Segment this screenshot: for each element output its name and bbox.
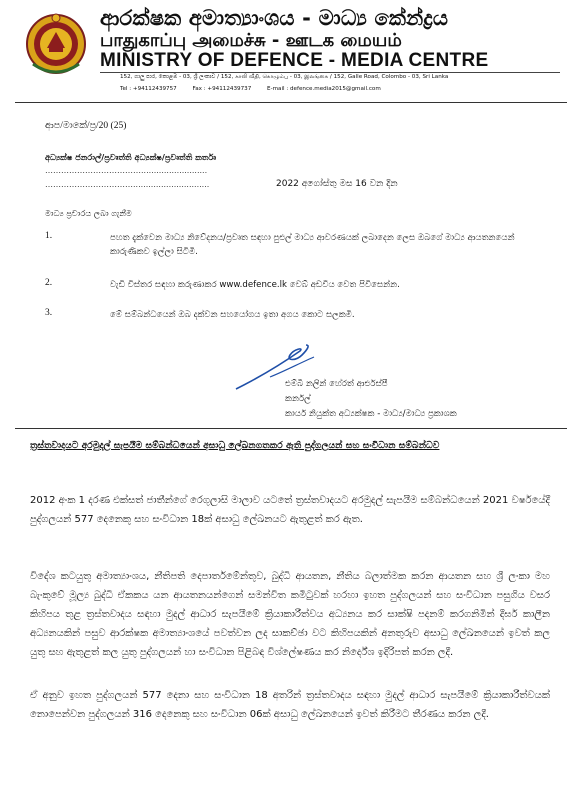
addressee-dots-line: ……………………………….......................... <box>45 166 208 175</box>
point-text: මේ සම්බන්ධයෙන් ඔබ දක්වන සහයෝගය ඉතා අගය කොට සලකමි. <box>110 310 355 320</box>
signatory-rank: කර්නල් <box>285 394 311 404</box>
release-paragraph: 2012 අංක 1 දරණ එක්සත් ජාතීන්ගේ රෙගුලාසි මාලාව යටතේ ත්‍රස්තවාදයට අරමුදල් සැපයීම සම්බන්ධයෙන් 2021 වර්ෂයේදී පුද්ගලයන් 577 දෙනෙකු සහ සංවිධාන 18ක් අසාධු ලේඛනයට ඇතුළත් කර ඇත. <box>30 495 550 525</box>
header-divider <box>15 102 567 103</box>
point-text: වැඩි විස්තර සඳහා කරුණාකර www.defence.lk වෙබ් අඩවිය වෙත පිවිසෙන්න. <box>110 280 400 290</box>
signatory-title: කාර්ය නියුක්ත අධ්‍යක්ෂක - මාධ්‍ය/මාධ්‍ය ප්‍රකාශක <box>285 409 457 419</box>
release-heading: ත්‍රස්තවාදයට අරමුදල් සැපයීම සම්බන්ධයෙන් අසාධු ලේඛනගතකර ඇති පුද්ගලයන් සහ සංවිධාන සම්බන්ධව <box>30 440 440 451</box>
signatory-name: එම්බී නලින් හේරත් ආර්එස්පී <box>285 379 388 389</box>
point-text: පහත දැක්වෙන මාධ්‍ය නිවේදනය/ප්‍රවෘත සඳහා පුළුල් මාධ්‍ය ආවරණයක් ලබාදෙන ලෙස ඔබගේ මාධ්‍ය ආයතනයෙන් කාරුණිකව ඉල්ලා සිටිමි. <box>110 233 515 257</box>
letterhead-tel: Tel : +94112439757 <box>120 86 177 92</box>
section-divider <box>15 428 567 429</box>
point-number: 3. <box>45 308 53 318</box>
release-paragraph: විදේශ කටයුතු අමාත්‍යාංශය, නීතිපති දෙපාර්තමේන්තුව, බුද්ධි ආයතන, නීතිය බලාත්මක කරන ආයතන සහ ශ්‍රී ලංකා මහ බැංකුවේ මූල්‍ය බුද්ධි ඒකකය යන ආයතනයන්ගෙන් සමන්විත කමිටුවක් හරහා ඉහත පුද්ගලයන් සහ සංවිධාන පසුගිය වසර කිහිපය තුළ ත්‍රස්තවාදය සඳහා මුදල් ආධාර සැපයීමේ ක්‍රියාකාරීත්වය අධ්‍යනය කර සාක්ෂි පදනම් කරගනිමින් දීර්ඝ කාලීන අධ්‍යනයකින් පසුව ආරක්ෂක අමාත්‍යාංශයේ පවත්වන ලද සාකච්ඡා වට කිහිපයකින් අනතුරුව අසාධු ලේඛනයෙන් ඉවත් කල යුතු සහ ඇතුළත් කල යුතු පුද්ගලයන් හා සංවිධාන පිළිබඳ විශ්ලේෂණය කර නිර්දේශ ඉදිරිපත් කරන ලදී. <box>30 571 550 658</box>
national-emblem-icon <box>25 8 87 80</box>
letterhead-address: 152, ගාලු පාර, කොළඹ - 03, ශ්‍රී ලංකාව / 152, காலி வீதி, கொழும்பு - 03, இலங்கை / 152, Galle Road, Colombo - 03, Sri Lanka <box>120 74 449 80</box>
point-number: 1. <box>45 231 53 241</box>
reference-number: ආප/මාකේ/ප්‍ර/20 (25) <box>45 121 127 131</box>
addressee: අධ්‍යක්ෂ ජනරාල්/ප්‍රවෘත්ති අධ්‍යක්ෂ/ප්‍රවෘත්ති කර්තෘ <box>45 152 217 162</box>
letterhead-english-title: MINISTRY OF DEFENCE - MEDIA CENTRE <box>100 50 489 71</box>
letterhead <box>0 0 582 100</box>
letterhead-contact <box>120 86 395 92</box>
addressee-dots-line: …………………………….............................. <box>45 180 210 189</box>
letterhead-rule <box>100 72 560 73</box>
letter-date: 2022 අගෝස්තු මස 16 වන දින <box>276 179 398 189</box>
point-number: 2. <box>45 278 53 288</box>
letterhead-fax: Fax : +94112439737 <box>192 86 252 92</box>
letterhead-email: E-mail : defence.media2015@gmail.com <box>267 86 381 92</box>
letterhead-sinhala-title: ආරක්ෂක අමාත්‍යාංශය - මාධ්‍ය කේන්ද්‍රය <box>100 6 449 30</box>
release-paragraph: ඒ අනුව ඉහත පුද්ගලයන් 577 දෙනා සහ සංවිධාන 18 අතරින් ත්‍රස්තවාදය සඳහා මුදල් ආධාර සැපයීමේ ක්‍රියාකාරීත්වයක් නොපෙන්වන පුද්ගලයන් 316 දෙනෙකු සහ සංවිධාන 06ක් අසාධු ලේඛනයෙන් ඉවත් කිරීමට තීරණය කරන ලදී. <box>30 690 550 720</box>
letter-subject: මාධ්‍ය ප්‍රචාරය ලබා ගැනීම <box>45 208 132 218</box>
letterhead-tamil-title: பாதுகாப்பு அமைச்சு - ஊடக மையம் <box>100 30 402 51</box>
